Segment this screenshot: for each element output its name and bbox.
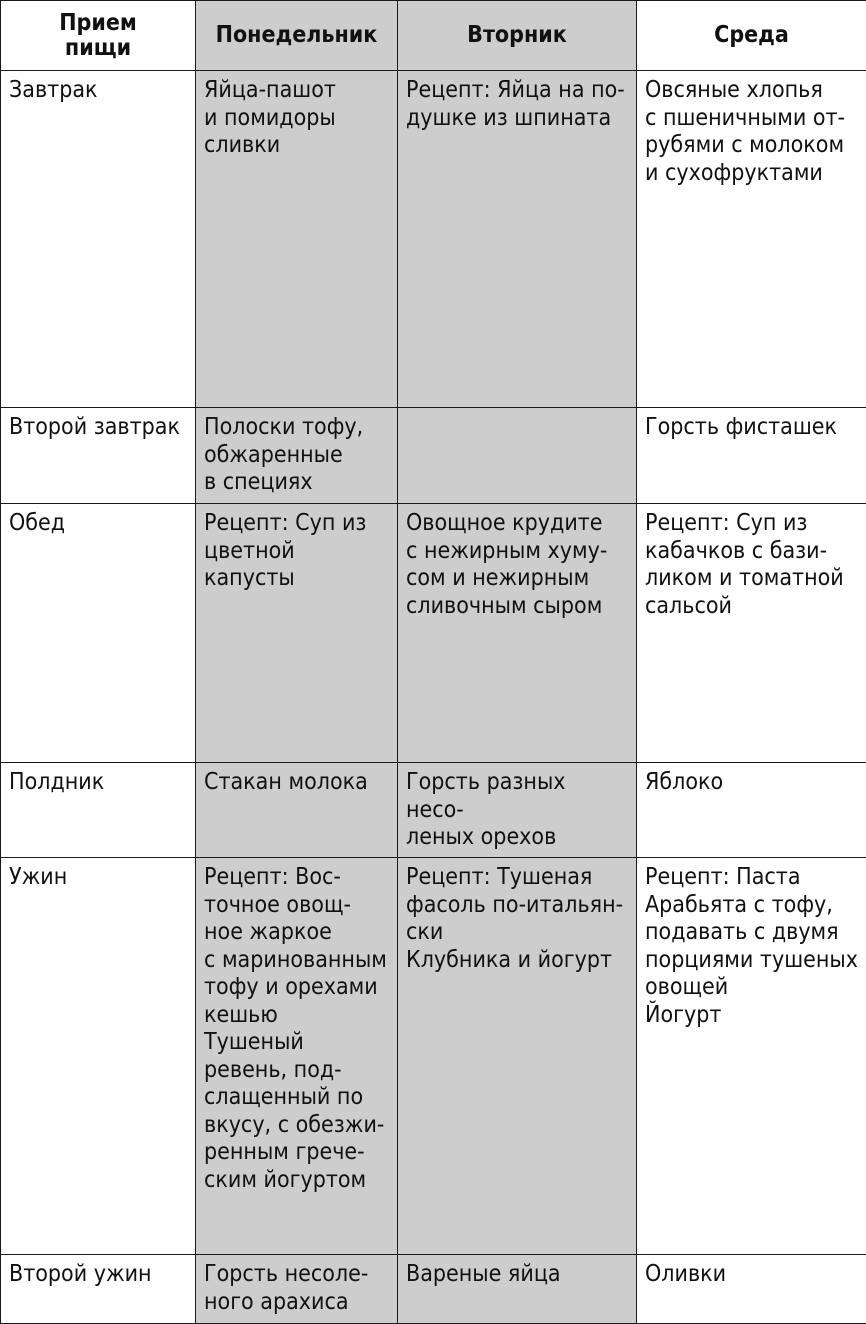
header-wednesday: Среда	[637, 1, 866, 71]
wednesday-cell: Оливки	[637, 1255, 866, 1324]
meal-cell: Второй ужин	[1, 1255, 196, 1324]
tuesday-cell: Овощное крудите с нежирным хуму- сом и нежирным сливочным сыром	[398, 504, 637, 763]
header-monday: Понедельник	[196, 1, 398, 71]
table-row	[1, 858, 866, 1255]
tuesday-cell: Рецепт: Яйца на по- душке из шпината	[398, 71, 637, 408]
monday-cell: Горсть несоле- ного арахиса	[196, 1255, 398, 1324]
meal-cell: Второй завтрак	[1, 408, 196, 504]
table-row	[1, 504, 866, 763]
meal-cell: Завтрак	[1, 71, 196, 408]
table-row	[1, 1255, 866, 1324]
header-tuesday: Вторник	[398, 1, 637, 71]
monday-cell: Полоски тофу, обжаренные в специях	[196, 408, 398, 504]
tuesday-cell	[398, 408, 637, 504]
meal-cell: Ужин	[1, 858, 196, 1255]
monday-cell: Рецепт: Суп из цветной капусты	[196, 504, 398, 763]
wednesday-cell: Рецепт: Суп из кабачков с бази- ликом и томатной сальсой	[637, 504, 866, 763]
header-meal: Прием пищи	[1, 1, 196, 71]
meal-cell: Обед	[1, 504, 196, 763]
header-row	[1, 1, 866, 71]
tuesday-cell: Вареные яйца	[398, 1255, 637, 1324]
wednesday-cell: Рецепт: Паста Арабьята с тофу, подавать с двумя порциями тушеных овощей Йогурт	[637, 858, 866, 1255]
monday-cell: Рецепт: Вос- точное овощ- ное жаркое с маринованным тофу и орехами кешью Тушеный ревень, под- слащенный по вкусу, с обезжи- ренным грече- ским йогуртом	[196, 858, 398, 1255]
monday-cell: Яйца-пашот и помидоры сливки	[196, 71, 398, 408]
wednesday-cell: Овсяные хлопья с пшеничными от- рубями с молоком и сухофруктами	[637, 71, 866, 408]
tuesday-cell: Горсть разных несо- леных орехов	[398, 763, 637, 858]
table-row	[1, 408, 866, 504]
monday-cell: Стакан молока	[196, 763, 398, 858]
table-row	[1, 763, 866, 858]
wednesday-cell: Яблоко	[637, 763, 866, 858]
table-row	[1, 71, 866, 408]
meal-cell: Полдник	[1, 763, 196, 858]
wednesday-cell: Горсть фисташек	[637, 408, 866, 504]
tuesday-cell: Рецепт: Тушеная фасоль по-итальян- ски Клубника и йогурт	[398, 858, 637, 1255]
